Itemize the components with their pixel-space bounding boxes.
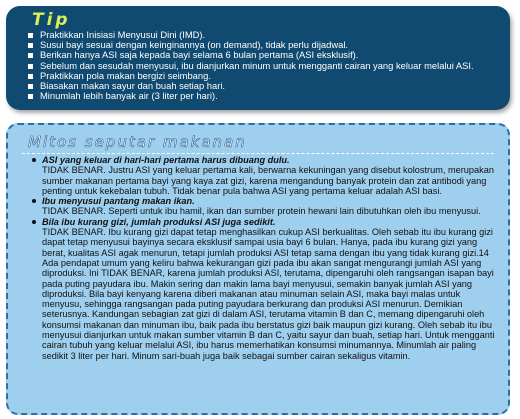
bullet-icon [32,220,36,224]
bullet-icon [32,199,36,203]
square-bullet-icon [28,43,33,48]
square-bullet-icon [28,84,33,89]
square-bullet-icon [28,74,33,79]
tip-item: Sebelum dan sesudah menyusui, ibu dianjurkan minum untuk mengganti cairan yang keluar melalui ASI. [26,61,500,71]
tip-list [26,30,500,101]
myth-item [30,196,496,217]
myth-text: TIDAK BENAR. Justru ASI yang keluar pertama kali, berwarna kekuningan yang disebut kolostrum, merupakan sumber makanan pertama bayi yang kaya zat gizi, karena mengandung banyak protein dan zat antibodi yang penting untuk kekebalan tubuh. Tidak benar pula bahwa ASI yang pertama keluar adalah ASI basi. [42,165,494,196]
myth-item [30,155,496,196]
myth-item [30,217,496,361]
myth-text: TIDAK BENAR. Seperti untuk ibu hamil, ikan dan sumber protein hewani lain dibutuhkan oleh ibu menyusui. [42,206,481,217]
bullet-icon [32,158,36,162]
myth-title: Mitos seputar makanan [28,133,247,151]
square-bullet-icon [28,53,33,58]
tip-item: Minumlah lebih banyak air (3 liter per hari). [26,91,500,101]
tip-item: Susui bayi sesuai dengan keinginannya (on demand), tidak perlu dijadwal. [26,40,500,50]
square-bullet-icon [28,33,33,38]
tip-item: Berikan hanya ASI saja kepada bayi selama 6 bulan pertama (ASI eksklusif). [26,50,500,60]
tip-item: Praktikkan Inisiasi Menyusui Dini (IMD). [26,30,500,40]
myth-heading: ASI yang keluar di hari-hari pertama harus dibuang dulu. [42,155,290,165]
title-divider [22,153,494,154]
square-bullet-icon [28,64,33,69]
myth-text: TIDAK BENAR. Ibu kurang gizi dapat tetap menghasilkan cukup ASI berkualitas. Oleh sebab itu ibu kurang gizi dapat tetap menyusui bayinya secara eksklusif sampai usia bayi 6 bulan. Hanya, pada ibu kurang gizi yang berat, kualitas ASI agak menurun, tetapi jumlah produksi ASI tetap sama dengan ibu yang tidak kurang gizi.14 Ada pendapat umum yang keliru bahwa kekurangan gizi pada ibu akan sangat mengurangi jumlah ASI yang diproduksi. Ini TIDAK BENAR, karena jumlah produksi ASI, terutama, dipengaruhi oleh rangsangan isapan bayi pada puting payudara ibu. Makin sering dan makin lama bayi menyusui, semakin banyak jumlah ASI yang diproduksi. Bila bayi kenyang karena diberi makanan atau minuman selain ASI, maka bayi malas untuk menyusu, sehingga rangsangan pada puting payudara berkurang dan produksi ASI menurun. Demikian seterusnya. Kandungan sebagian zat gizi di dalam ASI, terutama vitamin B dan C, memang dipengaruhi oleh konsumsi makanan dan minuman ibu, baik pada ibu berstatus gizi baik maupun gizi kurang. Oleh sebab itu ibu menyusui dianjurkan untuk makan sumber vitamin B dan C, yaitu sayur dan buah, setiap hari. Untuk mengganti cairan tubuh yang keluar melalui ASI, ibu harus memerhatikan konsumsi minumannya. Minumlah air paling sedikit 3 liter per hari. Minum sari-buah juga baik sebagai sumber cairan sekaligus vitamin. [42,227,495,361]
myth-list [30,155,496,361]
tip-box [6,6,510,110]
square-bullet-icon [28,94,33,99]
myth-box [6,123,510,415]
myth-heading: Bila ibu kurang gizi, jumlah produksi ASI juga sedikit. [42,216,276,227]
myth-heading: Ibu menyusui pantang makan ikan. [42,196,195,207]
tip-title: Tip [32,10,71,30]
tip-item: Biasakan makan sayur dan buah setiap hari. [26,81,500,91]
tip-item: Praktikkan pola makan bergizi seimbang. [26,71,500,81]
